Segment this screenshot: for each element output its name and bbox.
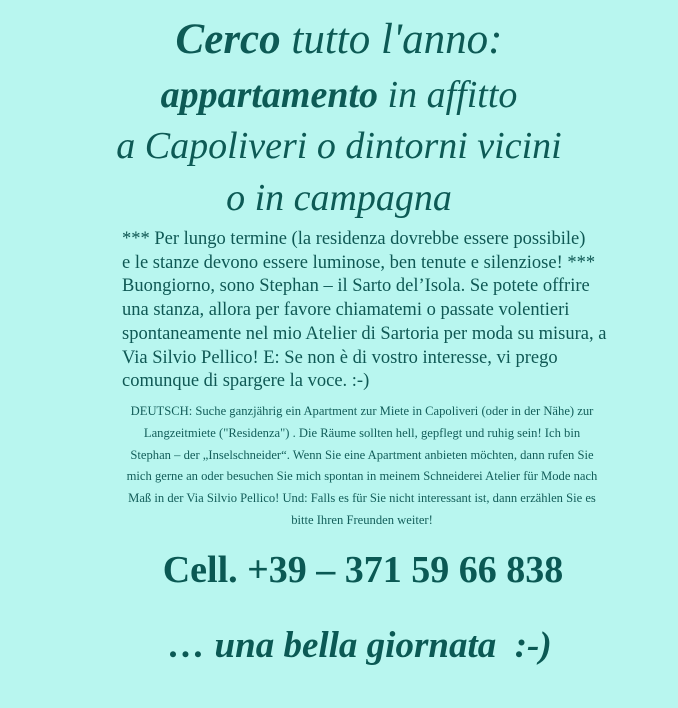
italian-line: comunque di spargere la voce. :-) bbox=[122, 371, 370, 392]
italian-line: *** Per lungo termine (la residenza dovrebbe essere possibile) bbox=[122, 229, 586, 249]
german-line: bitte Ihren Freunden weiter! bbox=[291, 512, 433, 527]
headline-keyword-cerco: Cerco bbox=[175, 16, 281, 63]
german-line: Stephan – der „Inselschneider“. Wenn Sie eine Apartment anbieten möchten, dann rufen Sie bbox=[130, 447, 594, 462]
italian-line: spontaneamente nel mio Atelier di Sartoria per moda su misura, a bbox=[122, 323, 607, 344]
headline-keyword-appartamento: appartamento bbox=[160, 74, 379, 116]
german-line: mich gerne an oder besuchen Sie mich spontan in meinem Schneiderei Atelier für Mode nach bbox=[126, 469, 598, 484]
german-line: DEUTSCH: Suche ganzjährig ein Apartment zur Miete in Capoliveri (oder in der Nähe) zur bbox=[130, 404, 594, 418]
headline-line-2 bbox=[0, 76, 678, 114]
headline-line-1-text: tutto l'anno: bbox=[280, 16, 503, 63]
german-line: Langzeitmiete ("Residenza") . Die Räume sollten hell, gepflegt und ruhig sein! Ich bin bbox=[143, 425, 581, 440]
headline-line-2-text: in affitto bbox=[378, 74, 518, 116]
headline-line-3: a Capoliveri o dintorni vicini bbox=[116, 125, 562, 167]
italian-line: una stanza, allora per favore chiamatemi o passate volentieri bbox=[122, 300, 570, 321]
italian-line: e le stanze devono essere luminose, ben tenute e silenziose! *** bbox=[122, 252, 596, 273]
closing-greeting: … una bella giornata :-) bbox=[168, 625, 552, 666]
headline-line-1 bbox=[0, 18, 678, 61]
italian-paragraph bbox=[122, 228, 607, 394]
headline-line-4: o in campagna bbox=[226, 177, 452, 219]
italian-line: Buongiorno, sono Stephan – il Sarto del’Isola. Se potete offrire bbox=[122, 276, 590, 297]
german-paragraph bbox=[110, 401, 614, 532]
phone-number: Cell. +39 – 371 59 66 838 bbox=[162, 549, 564, 591]
italian-line: Via Silvio Pellico! E: Se non è di vostro interesse, vi prego bbox=[122, 347, 558, 368]
german-line: Maß in der Via Silvio Pellico! Und: Falls es für Sie nicht interessant ist, dann erzählen Sie es bbox=[128, 491, 596, 506]
